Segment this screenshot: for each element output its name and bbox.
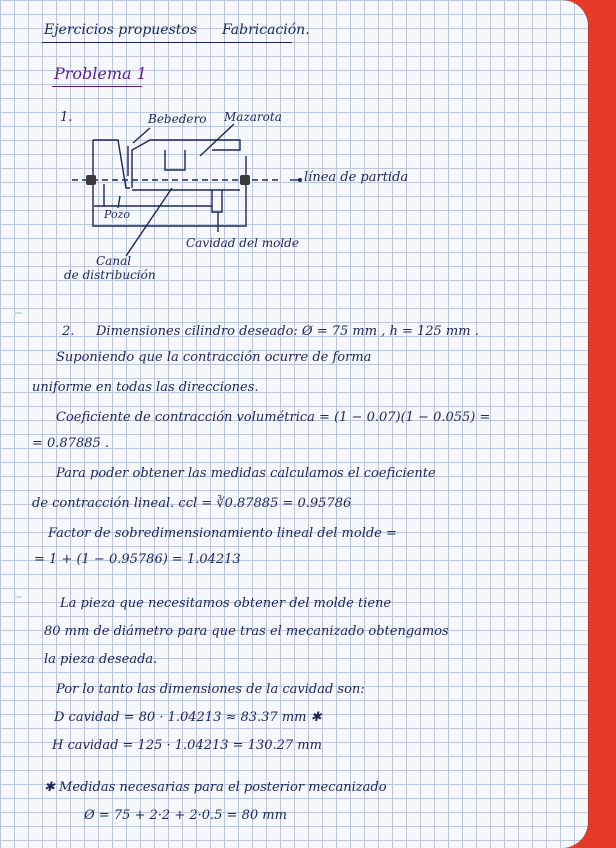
mold-diagram bbox=[0, 0, 616, 300]
text-line: ✱ Medidas necesarias para el posterior mecanizado bbox=[44, 780, 387, 795]
label-bebedero: Bebedero bbox=[148, 112, 207, 126]
sprue-wall-left bbox=[93, 140, 130, 188]
text-line: Coeficiente de contracción volumétrica = (1 − 0.07)(1 − 0.055) = bbox=[56, 410, 491, 425]
text-line: La pieza que necesitamos obtener del molde tiene bbox=[60, 596, 392, 611]
text-line: = 1 + (1 − 0.95786) = 1.04213 bbox=[34, 552, 241, 567]
text-line: Factor de sobredimensionamiento lineal del molde = bbox=[48, 526, 397, 541]
riser-outline bbox=[132, 140, 240, 188]
text-line: Suponiendo que la contracción ocurre de forma bbox=[56, 350, 372, 365]
text-line: D cavidad = 80 · 1.04213 ≈ 83.37 mm ✱ bbox=[54, 710, 322, 725]
text-line: Dimensiones cilindro deseado: Ø = 75 mm , h = 125 mm . bbox=[96, 324, 479, 339]
text-line: 80 mm de diámetro para que tras el mecanizado obtengamos bbox=[44, 624, 449, 639]
label-pozo: Pozo bbox=[104, 208, 130, 221]
text-line: Por lo tanto las dimensiones de la cavidad son: bbox=[56, 682, 365, 697]
label-canal: Canal bbox=[96, 254, 132, 268]
text-line: H cavidad = 125 · 1.04213 = 130.27 mm bbox=[52, 738, 322, 753]
label-linea-partida: línea de partida bbox=[304, 170, 409, 185]
label-cavidad: Cavidad del molde bbox=[186, 236, 299, 250]
cavity-step bbox=[212, 190, 222, 212]
margin-mark bbox=[14, 312, 22, 314]
arrow-canal bbox=[126, 188, 172, 256]
text-line: = 0.87885 . bbox=[32, 436, 110, 451]
text-line: Para poder obtener las medidas calculamos el coeficiente bbox=[56, 466, 436, 481]
part1-number: 1. bbox=[60, 110, 73, 125]
text-line: Ø = 75 + 2·2 + 2·0.5 = 80 mm bbox=[84, 808, 287, 823]
header-subject: Fabricación. bbox=[222, 22, 310, 38]
text-line: uniforme en todas las direcciones. bbox=[32, 380, 259, 395]
flask-pin-right bbox=[240, 175, 250, 185]
label-mazarota: Mazarota bbox=[224, 110, 282, 124]
margin-mark bbox=[14, 596, 22, 598]
text-line: la pieza deseada. bbox=[44, 652, 158, 667]
problem-title: Problema 1 bbox=[54, 64, 147, 83]
text-line: de contracción lineal. ccl = ∛0.87885 = 0.95786 bbox=[32, 496, 352, 511]
flask-pin-left bbox=[86, 175, 96, 185]
label-canal-distribucion: de distribución bbox=[64, 268, 156, 282]
well-outline bbox=[94, 184, 104, 206]
arrow-linea-head bbox=[298, 178, 302, 182]
header-title: Ejercicios propuestos bbox=[44, 22, 198, 38]
riser-neck bbox=[165, 150, 185, 170]
part2-number: 2. bbox=[62, 324, 75, 339]
